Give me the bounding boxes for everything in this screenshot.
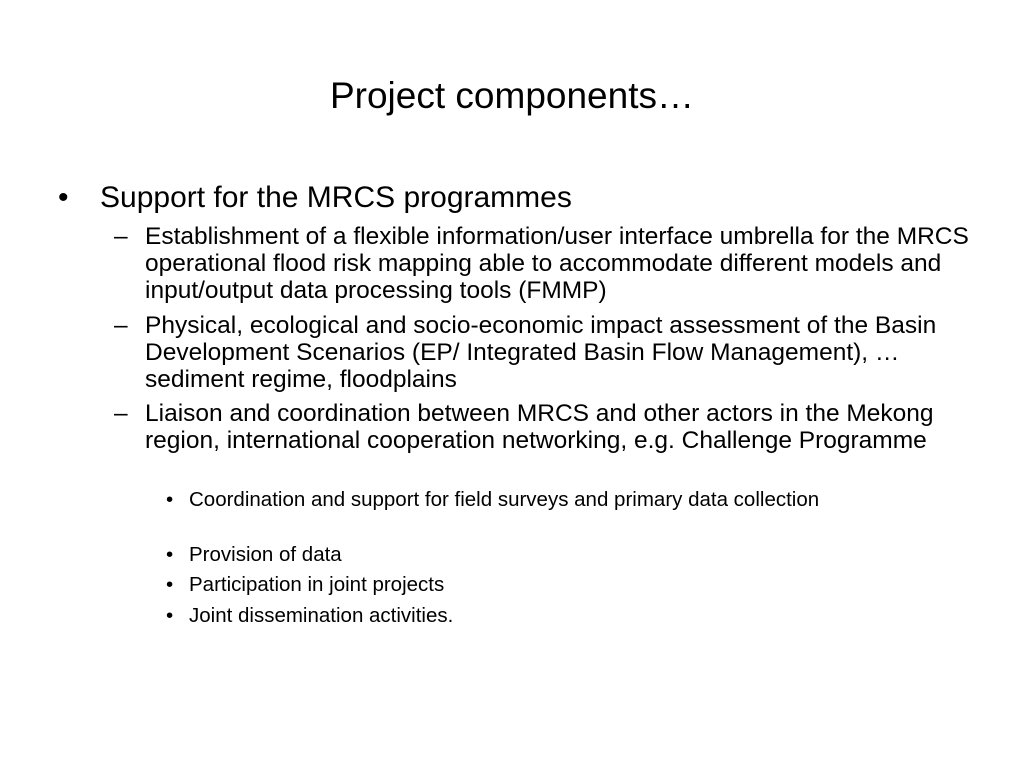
- dash-marker: –: [114, 400, 128, 427]
- sub-item-text: Participation in joint projects: [189, 573, 445, 596]
- sub-item-text: Liaison and coordination between MRCS and other actors in the Mekong region, international cooperation networking, e.g. Challenge Programme: [145, 400, 934, 454]
- dash-marker: –: [114, 312, 128, 339]
- bullet-marker: •: [166, 488, 174, 511]
- sub-item-text: Provision of data: [189, 543, 342, 566]
- sub-item-text: Joint dissemination activities.: [189, 604, 454, 627]
- bullet-marker: •: [166, 573, 174, 596]
- bullet-text: Support for the MRCS programmes: [100, 181, 572, 214]
- dash-marker: –: [114, 223, 128, 250]
- slide-title: Project components…: [329, 75, 694, 116]
- sub-item-text: Establishment of a flexible information/user interface umbrella for the MRCS operational flood risk mapping able to accommodate different models and input/output data processing tools (FMMP): [145, 223, 969, 304]
- bullet-marker: •: [58, 181, 69, 214]
- bullet-marker: •: [166, 543, 174, 566]
- sub-item-text: Physical, ecological and socio-economic impact assessment of the Basin Development Scenarios (EP/ Integrated Basin Flow Management), …sediment regime, floodplains: [145, 312, 937, 393]
- bullet-marker: •: [166, 604, 174, 627]
- sub-item-text: Coordination and support for field surveys and primary data collection: [189, 488, 820, 511]
